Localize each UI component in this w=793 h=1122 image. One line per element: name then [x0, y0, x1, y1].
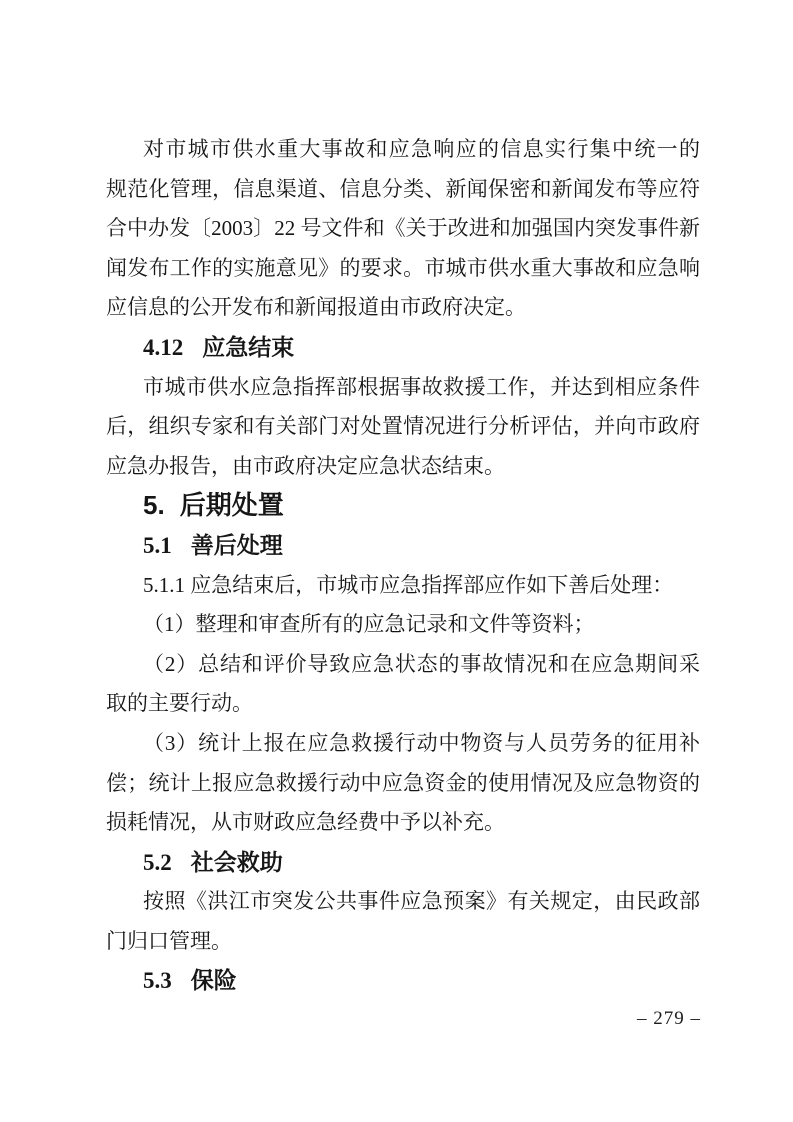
text-line: 取的主要行动。	[106, 691, 253, 716]
heading-number: 4.12	[143, 334, 184, 360]
text-line: 按照《洪江市突发公共事件应急预案》有关规定，由民政部	[143, 889, 700, 914]
document-body	[106, 130, 700, 1001]
section-heading-5-1	[106, 526, 700, 566]
heading-number: 5.1	[143, 532, 172, 558]
heading-number: 5.	[143, 490, 165, 521]
text-line: 闻发布工作的实施意见》的要求。市城市供水重大事故和应急响	[106, 255, 700, 280]
text-line: 应信息的公开发布和新闻报道由市政府决定。	[106, 295, 526, 320]
text-line: 应急办报告，由市政府决定应急状态结束。	[106, 453, 505, 478]
page-number: – 279 –	[637, 1008, 701, 1029]
section-heading-4-12	[106, 328, 700, 368]
text-line: 后，组织专家和有关部门对处置情况进行分析评估，并向市政府	[106, 414, 700, 439]
heading-title: 后期处置	[179, 490, 284, 521]
section-heading-5-3	[106, 961, 700, 1001]
heading-number: 5.2	[143, 849, 172, 875]
text-line: 合中办发〔2003〕22 号文件和《关于改进和加强国内突发事件新	[106, 216, 700, 241]
text-line: 门归口管理。	[106, 928, 232, 953]
text-line: 对市城市供水重大事故和应急响应的信息实行集中统一的	[143, 137, 700, 161]
paragraph-info-management	[106, 130, 700, 328]
list-item-1	[106, 605, 700, 645]
paragraph-emergency-end	[106, 368, 700, 487]
section-heading-5	[106, 486, 700, 526]
text-line: （2）总结和评价导致应急状态的事故情况和在应急期间采	[143, 651, 700, 676]
section-heading-5-2	[106, 843, 700, 883]
paragraph-social-aid	[106, 882, 700, 961]
text-line: 损耗情况，从市财政应急经费中予以补充。	[106, 810, 505, 835]
list-item-2	[106, 645, 700, 724]
heading-title: 保险	[190, 968, 237, 994]
text-line: （3）统计上报在应急救援行动中物资与人员劳务的征用补	[143, 730, 700, 755]
text-line: 市城市供水应急指挥部根据事故救援工作，并达到相应条件	[143, 374, 700, 399]
text-line: 偿；统计上报应急救援行动中应急资金的使用情况及应急物资的	[106, 770, 700, 795]
heading-number: 5.3	[143, 968, 172, 994]
heading-title: 应急结束	[202, 334, 295, 360]
heading-title: 善后处理	[190, 532, 283, 558]
heading-title: 社会救助	[190, 849, 283, 875]
list-item-3	[106, 724, 700, 843]
paragraph-5-1-1	[106, 566, 700, 606]
text-line: 规范化管理，信息渠道、信息分类、新闻保密和新闻发布等应符	[106, 176, 700, 201]
text-line: （1）整理和审查所有的应急记录和文件等资料；	[143, 612, 595, 637]
text-line: 5.1.1 应急结束后，市城市应急指挥部应作如下善后处理：	[143, 572, 674, 597]
